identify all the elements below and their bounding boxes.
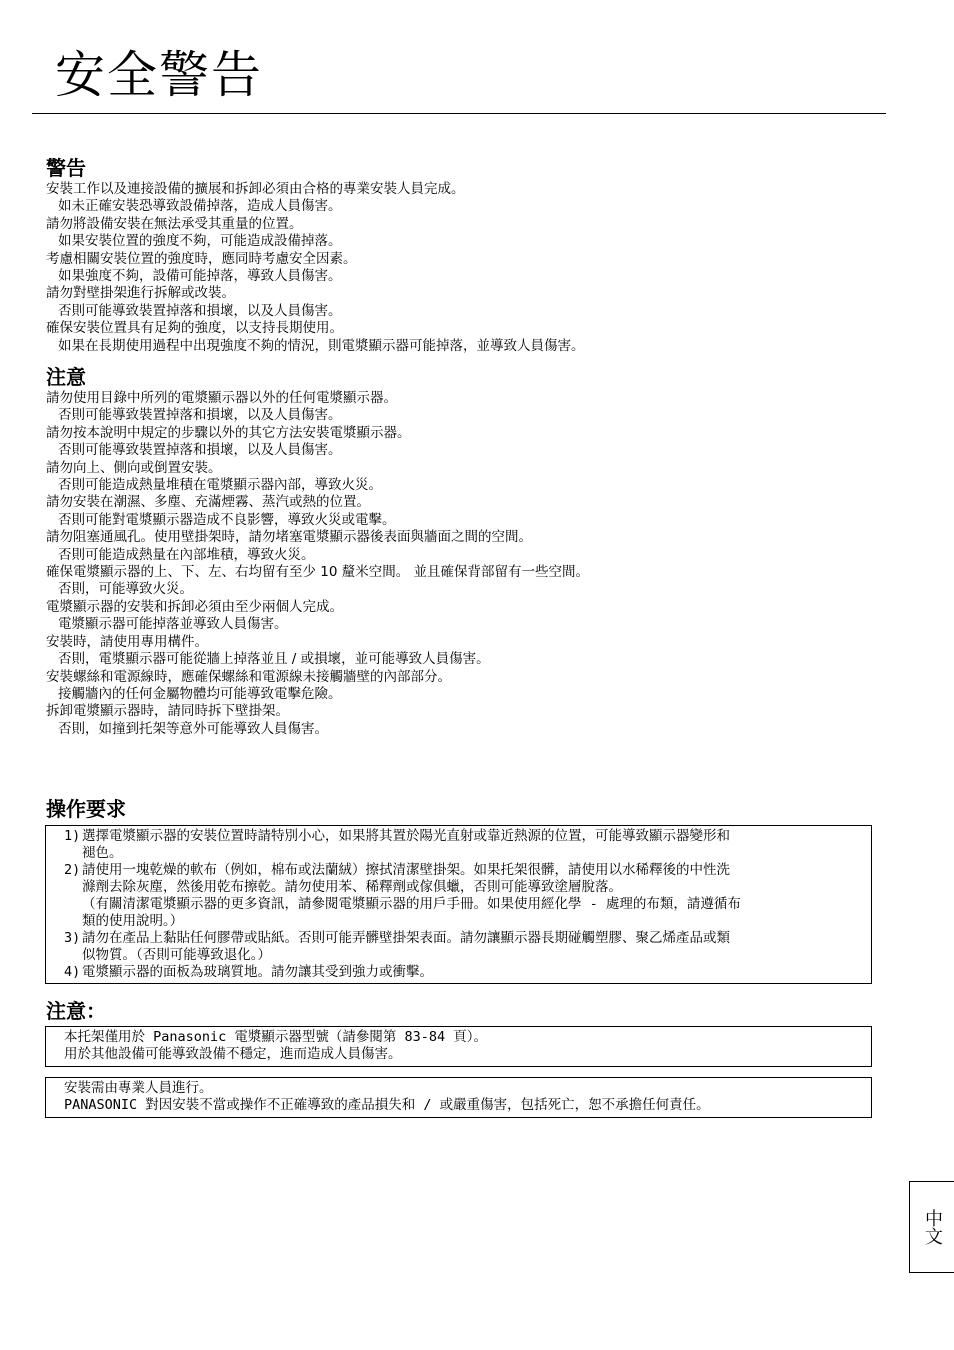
warning-item xyxy=(46,181,886,216)
requirement-text xyxy=(82,930,861,964)
caution-main: 電漿顯示器的安裝和拆卸必須由至少兩個人完成。 xyxy=(46,598,343,615)
warning-sub: 如果在長期使用過程中出現強度不夠的情況，則電漿顯示器可能掉落，並導致人員傷害。 xyxy=(58,337,585,354)
requirement-line: 滌劑去除灰塵，然後用乾布擦乾。請勿使用苯、稀釋劑或傢俱蠟，否則可能導致塗層脫落。 xyxy=(82,879,622,895)
caution-main: 請勿向上、側向或倒置安裝。 xyxy=(46,459,222,476)
notice-box-liability xyxy=(45,1077,872,1118)
warning-sub: 否則可能導致裝置掉落和損壞，以及人員傷害。 xyxy=(58,302,342,319)
language-tab xyxy=(909,1181,954,1273)
caution-sub: 否則可能導致裝置掉落和損壞，以及人員傷害。 xyxy=(58,442,342,459)
caution-heading: 注意 xyxy=(46,365,86,389)
caution-item xyxy=(46,529,886,564)
requirement-number: 2) xyxy=(64,862,81,878)
caution-item xyxy=(46,599,886,634)
requirement-line: 請使用一塊乾燥的軟布（例如，棉布或法蘭絨）擦拭清潔壁掛架。如果托架很髒，請使用以水稀釋後的中性洗 xyxy=(82,862,730,878)
warning-main: 確保安裝位置具有足夠的強度，以支持長期使用。 xyxy=(46,320,343,337)
requirement-line: 類的使用說明。） xyxy=(82,913,184,929)
requirement-line: 選擇電漿顯示器的安裝位置時請特別小心，如果將其置於陽光直射或靠近熱源的位置，可能導致顯示器變形和 xyxy=(82,828,730,844)
requirements-box xyxy=(45,825,872,984)
caution-item xyxy=(46,390,886,425)
caution-sub: 電漿顯示器可能掉落並導致人員傷害。 xyxy=(58,616,288,633)
warning-main: 請勿對壁掛架進行拆解或改裝。 xyxy=(46,285,235,302)
caution-sub: 接觸牆內的任何金屬物體均可能導致電擊危險。 xyxy=(58,685,342,702)
caution-main: 安裝螺絲和電源線時，應確保螺絲和電源線未接觸牆壁的內部部分。 xyxy=(46,668,451,685)
caution-item xyxy=(46,460,886,495)
requirement-item xyxy=(64,930,861,964)
requirement-line: 褪色。 xyxy=(82,845,123,861)
requirement-text xyxy=(82,964,861,981)
caution-list xyxy=(46,390,886,738)
notice-line: 用於其他設備可能導致設備不穩定，進而造成人員傷害。 xyxy=(64,1046,402,1062)
caution-main: 請勿使用目錄中所列的電漿顯示器以外的任何電漿顯示器。 xyxy=(46,390,397,406)
warning-item xyxy=(46,320,886,355)
warning-list xyxy=(46,181,886,355)
notice-line: 安裝需由專業人員進行。 xyxy=(64,1080,213,1096)
caution-item xyxy=(46,494,886,529)
caution-item xyxy=(46,634,886,669)
language-label: 中文 xyxy=(922,1209,943,1245)
caution-sub: 否則可能造成熱量堆積在電漿顯示器內部，導致火災。 xyxy=(58,477,382,494)
caution-item xyxy=(46,425,886,460)
caution-main: 拆卸電漿顯示器時，請同時拆下壁掛架。 xyxy=(46,703,289,720)
requirement-line: 電漿顯示器的面板為玻璃質地。請勿讓其受到強力或衝擊。 xyxy=(82,964,433,980)
requirement-number: 3) xyxy=(64,930,81,946)
warning-main: 考慮相關安裝位置的強度時，應同時考慮安全因素。 xyxy=(46,250,357,267)
warning-sub: 如果安裝位置的強度不夠，可能造成設備掉落。 xyxy=(58,233,342,250)
notice-line: 本托架僅用於 Panasonic 電漿顯示器型號（請參閱第 83-84 頁）。 xyxy=(64,1029,488,1045)
page-title: 安全警告 xyxy=(55,46,263,104)
requirement-text xyxy=(82,862,861,930)
warning-item xyxy=(46,251,886,286)
caution-sub: 否則可能造成熱量在內部堆積，導致火災。 xyxy=(58,546,315,563)
caution-sub: 否則可能導致裝置掉落和損壞，以及人員傷害。 xyxy=(58,407,342,424)
requirement-number: 1) xyxy=(64,828,81,844)
caution-main: 確保電漿顯示器的上、下、左、右均留有至少 10 釐米空間。 並且確保背部留有一些空間。 xyxy=(46,564,590,581)
requirement-item xyxy=(64,964,861,981)
warning-main: 請勿將設備安裝在無法承受其重量的位置。 xyxy=(46,215,303,232)
notice-box-compatibility xyxy=(45,1026,872,1067)
notice-line: PANASONIC 對因安裝不當或操作不正確導致的產品損失和 / 或嚴重傷害，包括死亡，恕不承擔任何責任。 xyxy=(64,1097,710,1113)
requirements-heading: 操作要求 xyxy=(46,797,126,821)
warning-main: 安裝工作以及連接設備的擴展和拆卸必須由合格的專業安裝人員完成。 xyxy=(46,181,465,197)
warning-heading: 警告 xyxy=(46,156,86,180)
requirement-line: 似物質。（否則可能導致退化。） xyxy=(82,947,271,963)
warning-sub: 如果強度不夠，設備可能掉落，導致人員傷害。 xyxy=(58,268,342,285)
caution-item xyxy=(46,669,886,704)
caution-main: 請勿阻塞通風孔。使用壁掛架時，請勿堵塞電漿顯示器後表面與牆面之間的空間。 xyxy=(46,529,532,546)
caution-main: 請勿安裝在潮濕、多塵、充滿煙霧、蒸汽或熱的位置。 xyxy=(46,494,370,511)
caution-sub: 否則，如撞到托架等意外可能導致人員傷害。 xyxy=(58,720,328,737)
warning-item xyxy=(46,216,886,251)
caution-sub: 否則可能對電漿顯示器造成不良影響，導致火災或電擊。 xyxy=(58,511,396,528)
requirement-line: （有關清潔電漿顯示器的更多資訊，請參閱電漿顯示器的用戶手冊。如果使用經化學 - 處理的布類，請遵循布 xyxy=(82,896,741,912)
requirement-line: 請勿在產品上黏貼任何膠帶或貼紙。否則可能弄髒壁掛架表面。請勿讓顯示器長期碰觸塑膠、聚乙烯產品或類 xyxy=(82,930,730,946)
title-divider xyxy=(32,113,886,114)
caution-item xyxy=(46,564,886,599)
caution-item xyxy=(46,703,886,738)
requirement-item xyxy=(64,862,861,930)
requirement-number: 4) xyxy=(64,964,81,980)
requirement-text xyxy=(82,828,861,862)
notice-heading: 注意： xyxy=(46,999,106,1023)
warning-item xyxy=(46,285,886,320)
caution-sub: 否則，可能導致火災。 xyxy=(58,581,193,598)
warning-sub: 如未正確安裝恐導致設備掉落，造成人員傷害。 xyxy=(58,198,342,215)
caution-main: 安裝時，請使用專用構件。 xyxy=(46,633,208,650)
caution-main: 請勿按本說明中規定的步驟以外的其它方法安裝電漿顯示器。 xyxy=(46,424,411,441)
caution-sub: 否則，電漿顯示器可能從牆上掉落並且 / 或損壞，並可能導致人員傷害。 xyxy=(58,651,490,668)
requirement-item xyxy=(64,828,861,862)
